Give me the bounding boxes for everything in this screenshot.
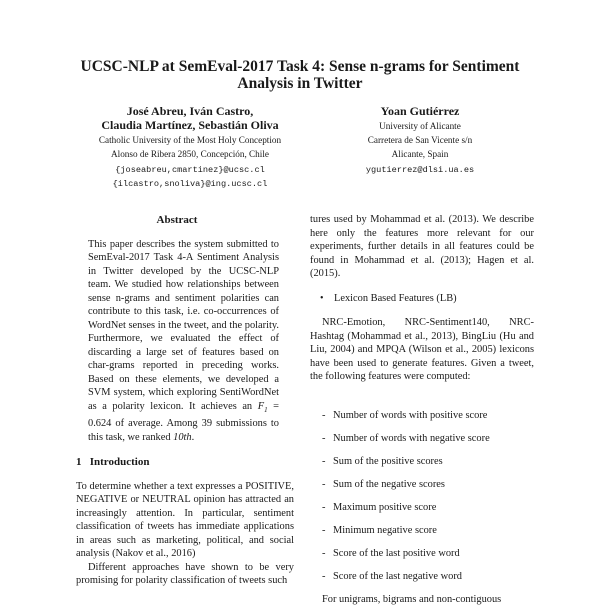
author-affiliation: Catholic University of the Most Holy Conception (98, 135, 282, 145)
feature-item: - Maximum positive score (322, 502, 437, 513)
feature-item: - Minimum negative score (322, 525, 437, 536)
feature-item: - Number of words with negative score (322, 433, 490, 444)
paper-title (60, 58, 540, 92)
abstract-text-end: . (191, 431, 195, 443)
feature-item: - Sum of the negative scores (322, 479, 445, 490)
metric-symbol: F (257, 400, 265, 412)
section-title: Introduction (89, 456, 150, 469)
author-address-right: Carretera de San Vicente s/n (367, 135, 473, 145)
author-name-right: Yoan Gutiérrez (380, 104, 460, 118)
abstract-text (88, 238, 279, 445)
feature-item: - Sum of the positive scores (322, 456, 443, 467)
feature-item: - Score of the last positive word (322, 548, 460, 559)
feature-item: - Score of the last negative word (322, 571, 462, 582)
right-paragraph-2: NRC-Emotion, NRC-Sentiment140, NRC-Hashtag (Mohammad et al., 2013), BingLiu (Hu and Liu, 2004) and MPQA (Wilson et al., 2005) lexicons have been used to generate features. Given a tweet, the following features were computed: (310, 317, 534, 382)
section-number: 1 (76, 456, 82, 469)
rank-value: 10th (173, 431, 192, 443)
right-column (310, 213, 534, 384)
author-email-2: {ilcastro,snoliva}@ing.ucsc.cl (112, 179, 268, 189)
author-names-line2: Claudia Martínez, Sebastián Oliva (101, 118, 279, 132)
intro-paragraph-1: To determine whether a text expresses a POSITIVE, NEGATIVE or NEUTRAL opinion has attracted an increasingly attention. In particular, sentiment classification of tweets has immediate applications in areas such as marketing, political, and social analysis (Nakov et al., 2016) (76, 480, 294, 560)
author-affiliation-right: University of Alicante (379, 121, 461, 131)
metric-subscript: 1 (264, 405, 268, 414)
bullet-label: Lexicon Based Features (LB) (334, 292, 457, 304)
bullet-item (320, 292, 534, 306)
feature-item: - Number of words with positive score (322, 410, 488, 421)
abstract-text-part1: This paper describes the system submitted to SemEval-2017 Task 4-A Sentiment Analysis in Twitter developed by the UCSC-NLP team. We studied how relationships between sense n-grams and sentiment polarities can contribute to this task, i.e. co-occurrences of WordNet senses in the tweet, and the polarity. Furthermore, we evaluated the effect of discarding a large set of features based on char-grams reported in preceding works. Based on these elements, we developed a SVM system, which exploring SentiWordNet as a polarity lexicon. It achieves an (88, 238, 279, 412)
intro-paragraph-2: Different approaches have shown to be very promising for polarity classification of tweets such (76, 561, 294, 587)
metric-value: = 0.624 (88, 400, 279, 430)
paper-title-line2: Analysis in Twitter (237, 75, 363, 92)
author-address: Alonso de Ribera 2850, Concepción, Chile (111, 149, 269, 159)
author-block-right (330, 104, 510, 177)
right-bottom-cut-line: For unigrams, bigrams and non-contiguous (322, 594, 502, 605)
author-block-left (75, 104, 305, 191)
introduction-heading (76, 456, 294, 470)
bullet-icon: • (320, 292, 324, 304)
author-city-right: Alicante, Spain (391, 149, 449, 159)
left-column (60, 214, 294, 588)
paper-title-line1: UCSC-NLP at SemEval-2017 Task 4: Sense n-grams for Sentiment (80, 58, 520, 75)
abstract-text-part2: of average. Among 39 submissions to this task, we ranked (88, 418, 279, 443)
abstract-heading: Abstract (156, 214, 198, 226)
author-email-right: ygutierrez@dlsi.ua.es (365, 165, 475, 175)
author-email-1: {joseabreu,cmartinez}@ucsc.cl (115, 165, 265, 175)
right-paragraph-1: tures used by Mohammad et al. (2013). We describe here only the features more relevant for our experiments, further details in all features could be found in Mohammad et al. (2013); Hagen et al. (2015). (310, 214, 534, 279)
author-names-line1: José Abreu, Iván Castro, (126, 104, 254, 118)
